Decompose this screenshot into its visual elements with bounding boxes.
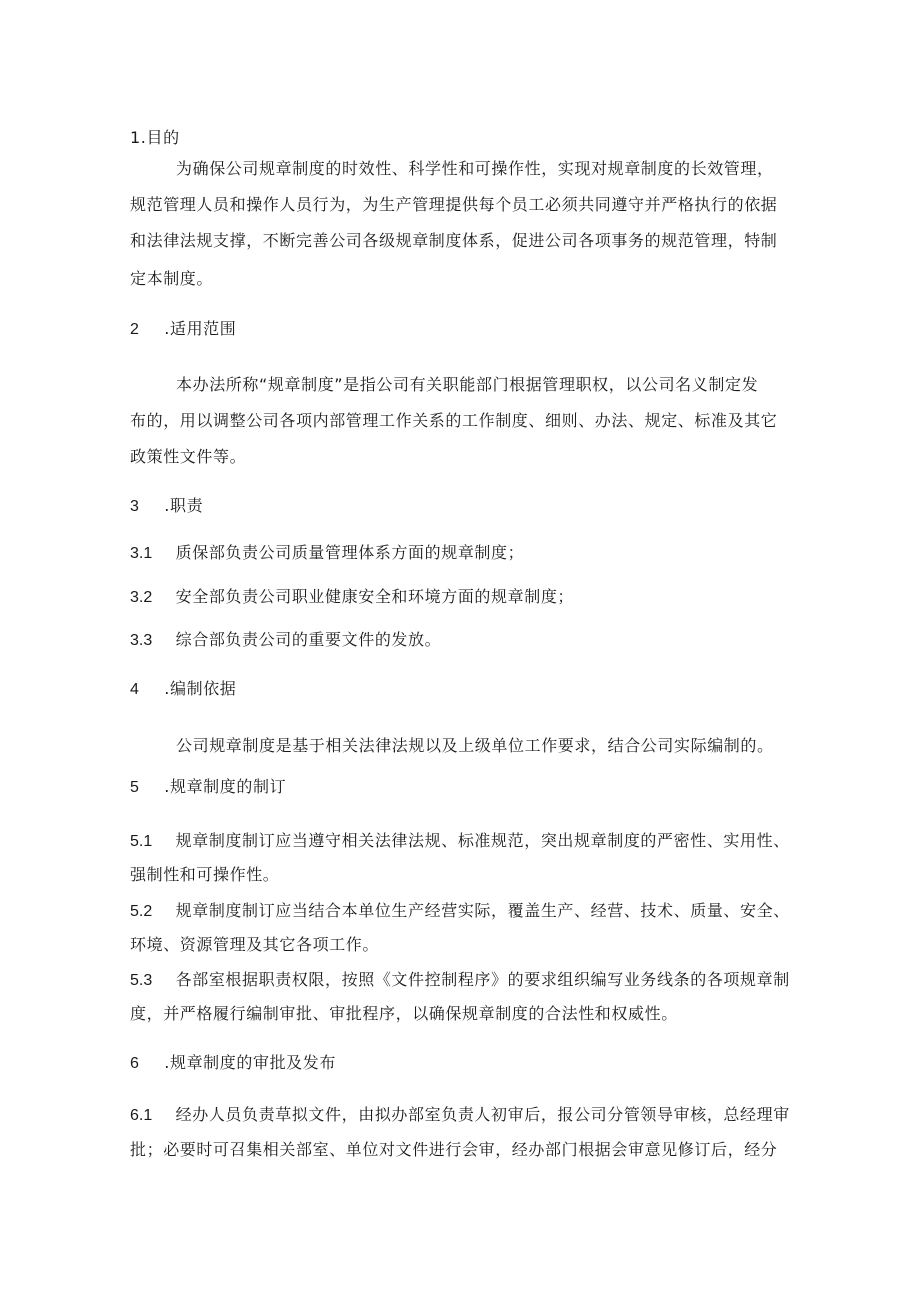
paragraph-line: 定本制度。 xyxy=(130,269,214,288)
paragraph-line: 和法律法规支撑，不断完善公司各级规章制度体系，促进公司各项事务的规范管理，特制 xyxy=(130,231,778,250)
section-number: 2 xyxy=(130,321,139,338)
section-heading: 1.目的 xyxy=(130,128,180,147)
section-title: .规章制度的制订 xyxy=(164,777,287,796)
section-number: 3 xyxy=(130,498,139,515)
section-heading xyxy=(130,495,203,518)
item-continuation: 度，并严格履行编制审批、审批程序，以确保规章制度的合法性和权威性。 xyxy=(130,1004,678,1023)
paragraph-line: 为确保公司规章制度的时效性、科学性和可操作性，实现对规章制度的长效管理， xyxy=(176,159,774,178)
list-item xyxy=(130,830,790,853)
item-text: 经办人员负责草拟文件，由拟办部室负责人初审后，报公司分管领导审核，总经理审 xyxy=(175,1105,790,1124)
item-continuation: 强制性和可操作性。 xyxy=(130,865,280,884)
paragraph-line: 政策性文件等。 xyxy=(130,447,247,466)
item-number: 3.3 xyxy=(130,632,153,649)
section-title: .职责 xyxy=(164,496,204,515)
section-heading xyxy=(130,1052,336,1075)
section-number: 6 xyxy=(130,1055,139,1072)
item-number: 5.2 xyxy=(130,903,153,920)
list-item xyxy=(130,542,524,565)
item-continuation: 批；必要时可召集相关部室、单位对文件进行会审，经办部门根据会审意见修订后，经分 xyxy=(130,1140,778,1159)
item-text: 各部室根据职责权限，按照《文件控制程序》的要求组织编写业务线条的各项规章制 xyxy=(175,970,790,989)
section-title: .适用范围 xyxy=(164,319,237,338)
list-item xyxy=(130,969,790,992)
section-title: .编制依据 xyxy=(164,679,237,698)
section-heading xyxy=(130,678,236,701)
paragraph-line: 布的，用以调整公司各项内部管理工作关系的工作制度、细则、办法、规定、标准及其它 xyxy=(130,411,778,430)
item-continuation: 环境、资源管理及其它各项工作。 xyxy=(130,935,380,954)
list-item xyxy=(130,629,441,652)
item-text: 质保部负责公司质量管理体系方面的规章制度； xyxy=(175,543,525,562)
list-item xyxy=(130,900,790,923)
item-number: 5.3 xyxy=(130,972,153,989)
list-item xyxy=(130,1104,790,1127)
paragraph-line: 本办法所称“规章制度”是指公司有关职能部门根据管理职权，以公司名义制定发 xyxy=(176,375,759,394)
section-number: 4 xyxy=(130,681,139,698)
item-number: 3.1 xyxy=(130,545,153,562)
item-text: 综合部负责公司的重要文件的发放。 xyxy=(175,630,442,649)
section-title: .规章制度的审批及发布 xyxy=(164,1053,336,1072)
item-number: 6.1 xyxy=(130,1107,153,1124)
item-number: 3.2 xyxy=(130,589,153,606)
section-number: 5 xyxy=(130,779,139,796)
item-text: 规章制度制订应当结合本单位生产经营实际，覆盖生产、经营、技术、质量、安全、 xyxy=(175,901,790,920)
item-number: 5.1 xyxy=(130,833,153,850)
item-text: 规章制度制订应当遵守相关法律法规、标准规范，突出规章制度的严密性、实用性、 xyxy=(175,831,790,850)
paragraph-line: 公司规章制度是基于相关法律法规以及上级单位工作要求，结合公司实际编制的。 xyxy=(176,736,774,755)
item-text: 安全部负责公司职业健康安全和环境方面的规章制度； xyxy=(175,587,575,606)
section-heading xyxy=(130,318,236,341)
paragraph-line: 规范管理人员和操作人员行为，为生产管理提供每个员工必须共同遵守并严格执行的依据 xyxy=(130,195,778,214)
section-heading xyxy=(130,776,286,799)
list-item xyxy=(130,586,574,609)
